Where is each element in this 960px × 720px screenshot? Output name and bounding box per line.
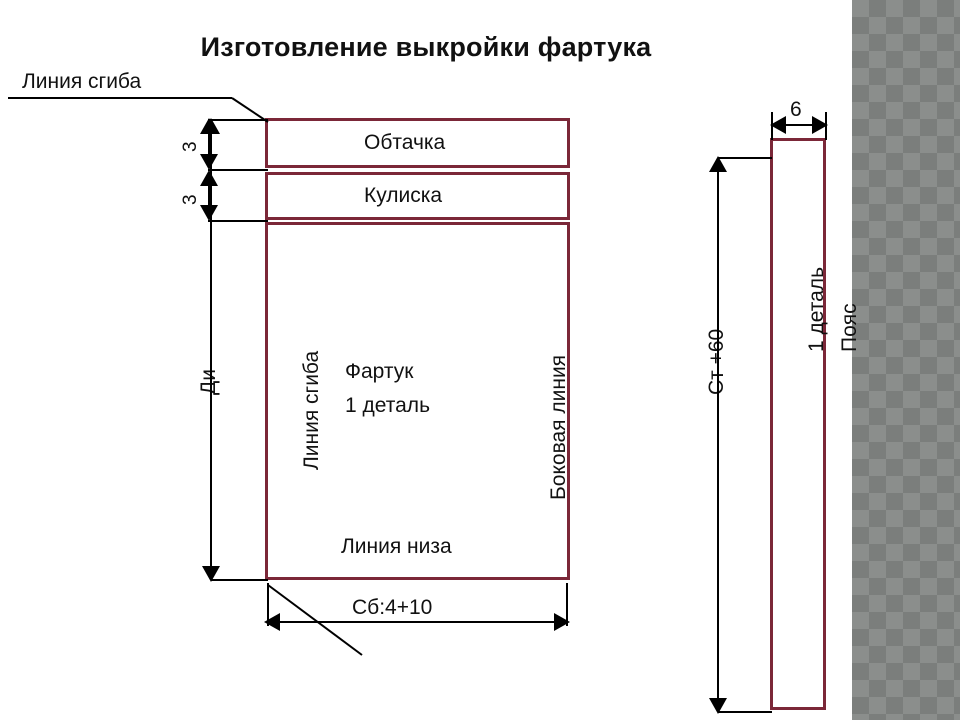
dim-belt-length-label: Ст +60 <box>705 328 728 395</box>
apron-count-label: 1 деталь <box>345 394 431 417</box>
dim-top-seg-1-label: 3 <box>180 141 201 152</box>
belt-piece <box>770 138 826 710</box>
side-line-label: Боковая линия <box>547 354 570 500</box>
bottom-line-label: Линия низа <box>341 535 452 558</box>
dim-width-bottom-label: Сб:4+10 <box>352 596 433 619</box>
casing-label: Кулиска <box>364 184 443 207</box>
page-title: Изготовление выкройки фартука <box>200 32 652 62</box>
belt-count-label: 1 деталь <box>805 266 828 352</box>
belt-name-label: Пояс <box>838 303 861 352</box>
apron-name-label: Фартук <box>345 360 414 383</box>
fold-line-top-label: Линия сгиба <box>22 70 142 93</box>
fold-line-side-label: Линия сгиба <box>300 350 323 470</box>
dim-belt-width-label: 6 <box>790 98 802 121</box>
facing-label: Обтачка <box>364 131 446 154</box>
dim-length-label: Ди <box>197 369 220 395</box>
decorative-checker-band <box>852 0 960 720</box>
dim-top-seg-2-label: 3 <box>180 194 201 205</box>
